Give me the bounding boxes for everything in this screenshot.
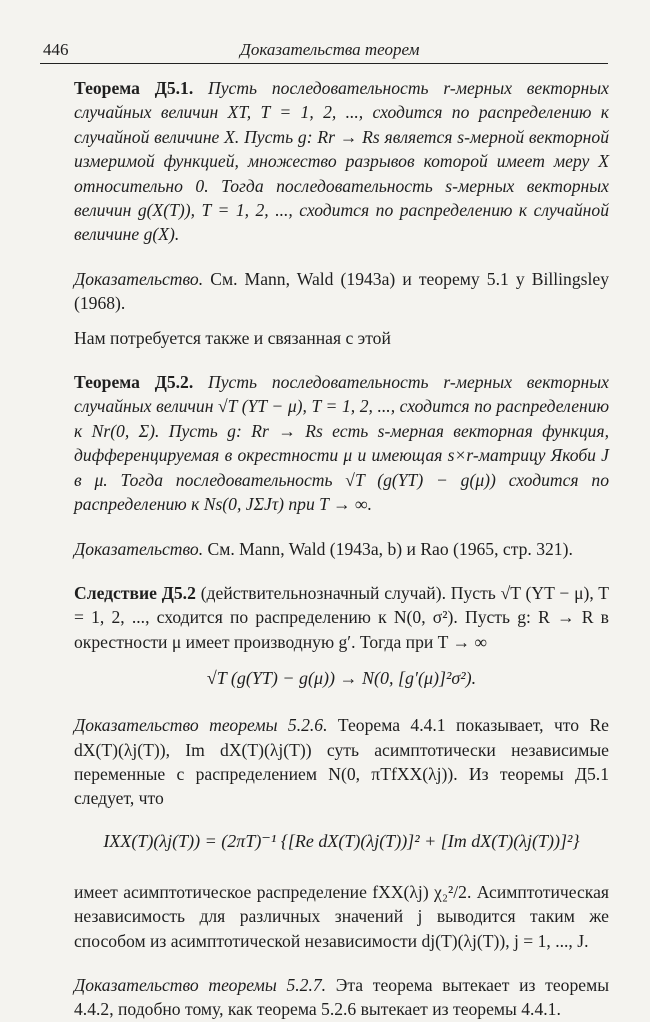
proof-text: Эта теорема вытекает из теоремы 4.4.2, подобно тому, как теорема 5.2.6 вытекает из теоремы 4.4.1. (74, 974, 610, 1020)
page-body (74, 76, 609, 1022)
theorem-d5-1 (74, 76, 609, 247)
proof-theorem-5-2-7 (74, 973, 609, 1022)
corollary-label: Следствие Д5.2 (74, 582, 196, 603)
theorem-label: Теорема Д5.1. (74, 78, 194, 98)
corollary-formula: √T (g(YT) − g(μ)) → N(0, [g′(μ)]²σ²). (206, 668, 477, 689)
theorem-label: Теорема Д5.2. (74, 372, 194, 393)
header-rule (40, 63, 608, 64)
page-number: 446 (43, 40, 69, 59)
paragraph-text: Нам потребуется также и связанная с этой (74, 327, 391, 348)
theorem-text: Пусть последовательность r-мерных векторных случайных величин XT, T = 1, 2, ..., сходится по распределению к случайной величине X. Пусть g: Rr → Rs является s-мерной векторной измеримой функцией, множество разрывов которой имеет меру X относительно 0. Тогда последовательность s-мерных векторных величин g(X(T)), T = 1, 2, ..., сходится по распределению к случайной величине g(X). (74, 78, 609, 245)
proof-d5-1 (74, 267, 609, 316)
proof-label: Доказательство теоремы 5.2.6. (74, 715, 328, 736)
proof-label: Доказательство. (74, 268, 204, 289)
proof-text: Теорема 4.4.1 показывает, что Re dX(T)(λj(T)), Im dX(T)(λj(T)) суть асимптотически независимые переменные с распределением N(0, πTfXX(λj)). Из теоремы Д5.1 следует, что (74, 715, 609, 809)
paragraph-text: имеет асимптотическое распределение fXX(λj) χ₂²/2. Асимптотическая независимость для различных значений j выводится таким же способом из асимптотической независимости dj(T)(λj(T)), j = 1, ..., J. (74, 881, 609, 951)
transition-paragraph (74, 326, 609, 350)
proof-d5-2 (74, 537, 609, 561)
theorem-text: Пусть последовательность r-мерных векторных случайных величин √T (YT − μ), T = 1, 2, ..., сходится по распределению к Nr(0, Σ). Пусть g: Rr → Rs есть s-мерная векторная функция, дифференцируемая в окрестности μ и имеющая s×r-матрицу Якоби J в μ. Тогда последовательность √T (g(YT) − g(μ)) сходится по распределению к Ns(0, JΣJτ) при T → ∞. (74, 372, 609, 515)
asymptotic-distribution-paragraph (74, 880, 609, 953)
proof-theorem-5-2-6 (74, 713, 609, 811)
corollary-text: (действительнозначный случай). Пусть √T (YT − μ), T = 1, 2, ..., сходится по распределению к N(0, σ²). Пусть g: R → R в окрестности μ имеет производную g′. Тогда при T → ∞ (74, 582, 610, 652)
proof-text: См. Mann, Wald (1943а) и теорему 5.1 у Billingsley (1968). (74, 268, 609, 314)
proof-label: Доказательство теоремы 5.2.7. (74, 974, 327, 995)
periodogram-formula: IXX(T)(λj(T)) = (2πT)⁻¹ {[Re dX(T)(λj(T))]² + [Im dX(T)(λj(T))]²} (103, 830, 580, 851)
corollary-d5-2 (74, 581, 609, 654)
theorem-d5-2 (74, 370, 609, 516)
proof-label: Доказательство. (74, 538, 204, 559)
running-title: Доказательства теорем (240, 40, 420, 59)
proof-text: См. Mann, Wald (1943а, b) и Rao (1965, стр. 321). (207, 538, 573, 559)
